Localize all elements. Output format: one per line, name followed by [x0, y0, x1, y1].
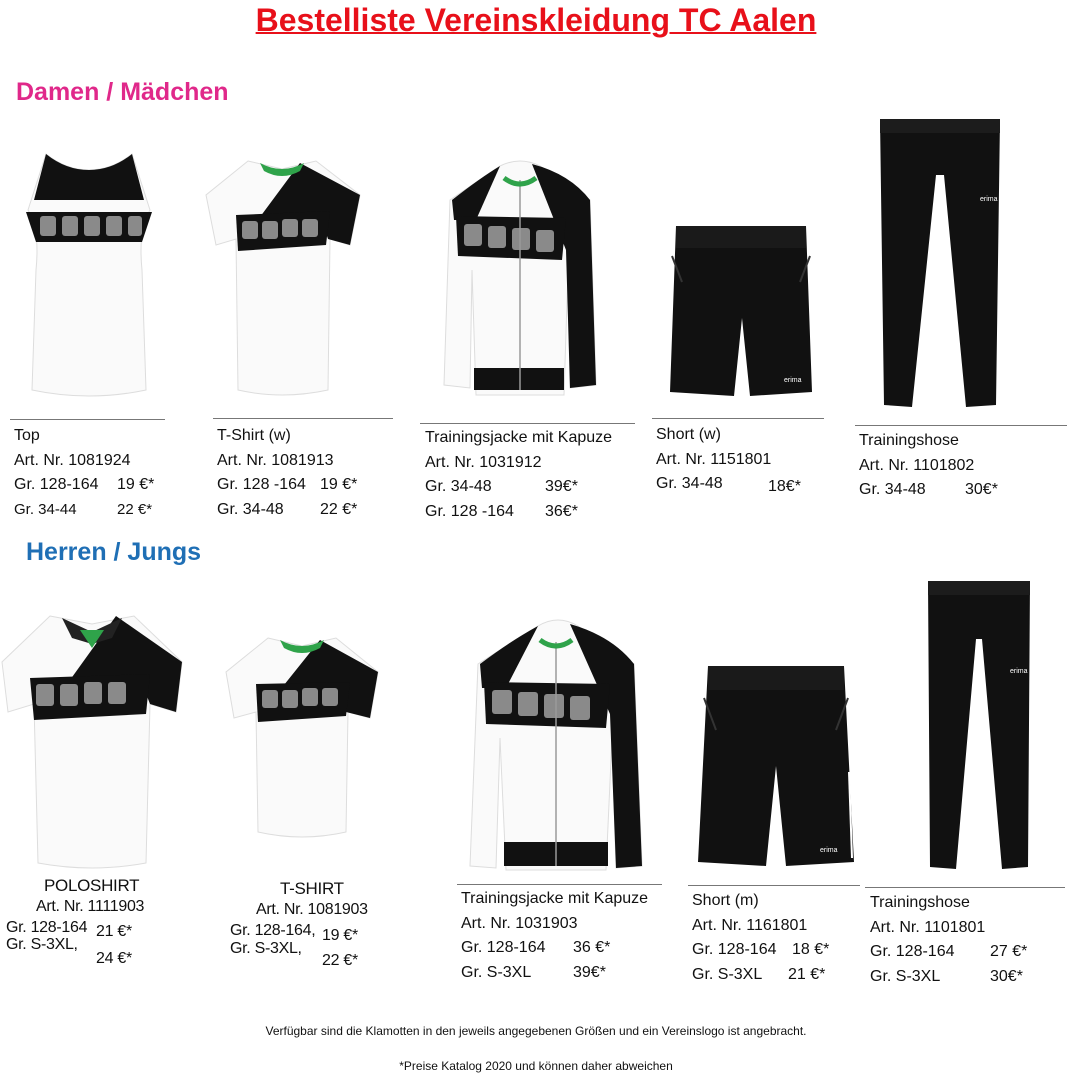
price: 19 €*: [322, 927, 358, 944]
divider-line: [688, 885, 860, 886]
section-heading-herren: Herren / Jungs: [26, 538, 202, 566]
divider-line: [855, 425, 1067, 426]
price: 22 €*: [320, 500, 358, 518]
product-name: T-SHIRT: [280, 879, 344, 898]
product-name: Short (w): [656, 426, 721, 443]
price: 27 €*: [990, 943, 1028, 960]
product-name: Top: [14, 427, 40, 444]
product-name: Trainingshose: [870, 894, 970, 911]
product-name: T-Shirt (w): [217, 427, 291, 444]
size-range: Gr. S-3XL,: [230, 940, 302, 957]
price: 21 €*: [96, 923, 132, 940]
size-range: Gr. 128-164: [461, 939, 546, 956]
product-info-tshirt-m: [230, 878, 368, 969]
price: 21 €*: [788, 965, 826, 983]
price: 18€*: [768, 478, 801, 495]
section-heading-damen: Damen / Mädchen: [16, 78, 229, 106]
size-range: Gr. 34-44: [14, 500, 77, 518]
price: 39€*: [545, 478, 578, 495]
size-range: Gr. S-3XL: [870, 967, 941, 985]
price: 36 €*: [573, 939, 611, 956]
price: 39€*: [573, 963, 606, 981]
size-range: Gr. 128-164: [692, 941, 777, 958]
product-name: Trainingsjacke mit Kapuze: [425, 429, 613, 446]
pants-brand-logo: erima: [1010, 668, 1028, 675]
product-name: Short (m): [692, 892, 759, 909]
pants-brand-logo: erima: [980, 196, 998, 203]
product-image-pants-damen: [870, 115, 1010, 415]
product-name: POLOSHIRT: [44, 876, 140, 895]
size-range: Gr. 34-48: [425, 478, 492, 495]
price: 30€*: [965, 481, 998, 498]
article-number: Art. Nr. 1081924: [14, 451, 131, 469]
short-brand-logo: erima: [820, 847, 838, 854]
price: 19 €*: [117, 476, 155, 493]
divider-line: [10, 419, 165, 420]
product-info-top: [14, 424, 154, 522]
size-range: Gr. 34-48: [656, 475, 723, 492]
article-number: Art. Nr. 1031903: [461, 914, 578, 932]
price: 36€*: [545, 502, 578, 520]
product-name: Trainingsjacke mit Kapuze: [461, 890, 649, 907]
product-info-short-w: [656, 423, 801, 497]
size-range: Gr. 34-48: [859, 481, 926, 498]
price: 24 €*: [96, 950, 132, 967]
product-image-tshirt-herren: [222, 632, 382, 842]
availability-note: Verfügbar sind die Klamotten in den jeweils angegebenen Größen und ein Vereinslogo ist angebracht.: [265, 1024, 807, 1038]
product-info-jacket-m: [461, 887, 648, 985]
product-image-tshirt-damen: [200, 155, 365, 400]
page-title: Bestelliste Vereinskleidung TC Aalen: [255, 2, 817, 38]
product-info-tshirt-w: [217, 424, 357, 522]
product-info-jacket-w: [425, 426, 612, 524]
product-image-short-herren: [694, 662, 859, 872]
article-number: Art. Nr. 1081913: [217, 451, 334, 469]
price: 22 €*: [117, 500, 153, 518]
article-number: Art. Nr. 1101801: [870, 918, 986, 936]
article-number: Art. Nr. 1081903: [256, 901, 368, 918]
article-number: Art. Nr. 1111903: [36, 898, 145, 915]
article-number: Art. Nr. 1151801: [656, 450, 772, 468]
divider-line: [457, 884, 662, 885]
product-image-jacket-damen: [440, 160, 600, 405]
product-image-short-damen: [666, 222, 816, 400]
size-range: Gr. 128-164,: [230, 922, 316, 939]
product-image-top-damen: [18, 150, 160, 400]
product-info-pants-m: [870, 891, 1027, 989]
price-disclaimer: *Preise Katalog 2020 und können daher abweichen: [399, 1059, 673, 1073]
product-image-jacket-herren: [466, 618, 646, 880]
divider-line: [213, 418, 393, 419]
product-info-poloshirt: [6, 875, 145, 967]
size-range: Gr. 128-164: [6, 919, 88, 936]
size-range: Gr. S-3XL: [692, 965, 763, 983]
article-number: Art. Nr. 1101802: [859, 456, 975, 474]
size-range: Gr. 128-164: [870, 943, 955, 960]
size-range: Gr. 128-164: [14, 476, 99, 493]
size-range: Gr. 128 -164: [217, 476, 306, 493]
article-number: Art. Nr. 1161801: [692, 916, 808, 934]
product-name: Trainingshose: [859, 432, 959, 449]
price: 18 €*: [792, 941, 830, 958]
product-info-pants-w: [859, 429, 998, 503]
price: 19 €*: [320, 476, 358, 493]
price: 22 €*: [322, 952, 358, 969]
divider-line: [652, 418, 824, 419]
size-range: Gr. S-3XL,: [6, 936, 78, 953]
size-range: Gr. 128 -164: [425, 502, 514, 520]
size-range: Gr. 34-48: [217, 500, 284, 518]
divider-line: [420, 423, 635, 424]
product-image-poloshirt: [0, 608, 185, 870]
size-range: Gr. S-3XL: [461, 963, 532, 981]
article-number: Art. Nr. 1031912: [425, 453, 542, 471]
product-image-pants-herren: [920, 577, 1038, 877]
divider-line: [865, 887, 1065, 888]
product-info-short-m: [692, 889, 829, 987]
short-brand-logo: erima: [784, 377, 802, 384]
price: 30€*: [990, 967, 1023, 985]
